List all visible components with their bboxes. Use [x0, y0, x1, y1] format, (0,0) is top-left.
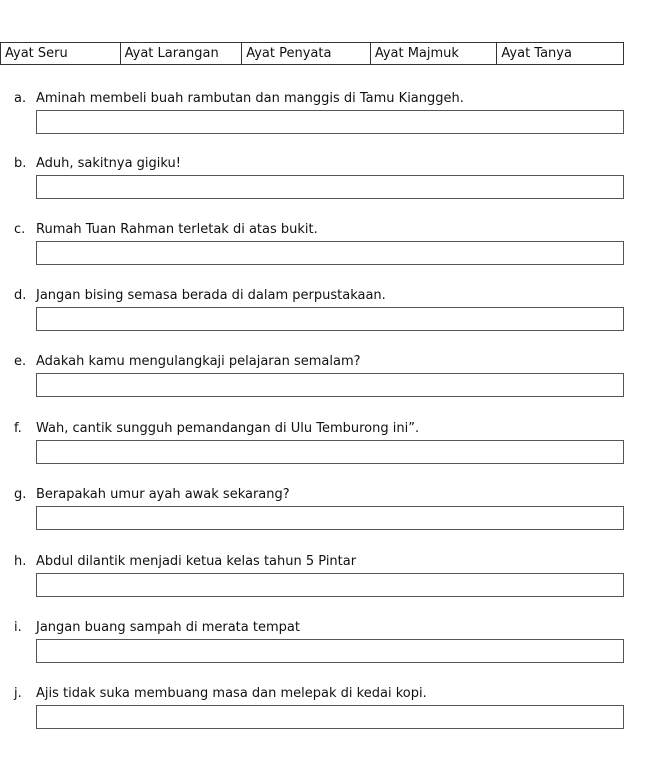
word-bank-cell: Ayat Seru — [1, 43, 121, 64]
question-letter: b. — [14, 156, 27, 171]
question-g — [14, 486, 626, 530]
question-h — [14, 553, 626, 597]
word-bank-cell: Ayat Penyata — [242, 43, 371, 64]
word-bank-table — [0, 42, 624, 65]
answer-field[interactable] — [36, 705, 624, 729]
question-f — [14, 420, 626, 464]
answer-field[interactable] — [36, 506, 624, 530]
question-c — [14, 221, 626, 265]
answer-field[interactable] — [36, 639, 624, 663]
question-letter: e. — [14, 354, 27, 369]
word-bank-cell: Ayat Tanya — [501, 46, 572, 61]
answer-field[interactable] — [36, 573, 624, 597]
question-text: Ajis tidak suka membuang masa dan melepak di kedai kopi. — [36, 686, 427, 701]
question-letter: f. — [14, 421, 22, 436]
question-letter: i. — [14, 620, 22, 635]
question-a — [14, 90, 626, 134]
question-i — [14, 619, 626, 663]
question-letter: a. — [14, 91, 27, 106]
question-text: Aminah membeli buah rambutan dan manggis di Tamu Kianggeh. — [36, 91, 464, 106]
question-j — [14, 685, 626, 729]
question-text: Aduh, sakitnya gigiku! — [36, 156, 181, 171]
question-text: Berapakah umur ayah awak sekarang? — [36, 487, 290, 502]
question-text: Adakah kamu mengulangkaji pelajaran semalam? — [36, 354, 361, 369]
question-text: Jangan buang sampah di merata tempat — [36, 620, 300, 635]
answer-field[interactable] — [36, 241, 624, 265]
question-e — [14, 353, 626, 397]
question-b — [14, 155, 626, 199]
question-text: Wah, cantik sungguh pemandangan di Ulu Temburong ini”. — [36, 421, 420, 436]
question-letter: g. — [14, 487, 27, 502]
question-text: Abdul dilantik menjadi ketua kelas tahun 5 Pintar — [36, 554, 357, 569]
question-letter: c. — [14, 222, 26, 237]
question-letter: d. — [14, 288, 27, 303]
answer-field[interactable] — [36, 110, 624, 134]
question-letter: h. — [14, 554, 27, 569]
answer-field[interactable] — [36, 175, 624, 199]
word-bank-cell: Ayat Majmuk — [371, 43, 498, 64]
word-bank-cell: Ayat Larangan — [121, 43, 243, 64]
answer-field[interactable] — [36, 373, 624, 397]
question-d — [14, 287, 626, 331]
question-letter: j. — [14, 686, 22, 701]
question-text: Jangan bising semasa berada di dalam perpustakaan. — [36, 288, 386, 303]
answer-field[interactable] — [36, 440, 624, 464]
answer-field[interactable] — [36, 307, 624, 331]
question-text: Rumah Tuan Rahman terletak di atas bukit. — [36, 222, 318, 237]
